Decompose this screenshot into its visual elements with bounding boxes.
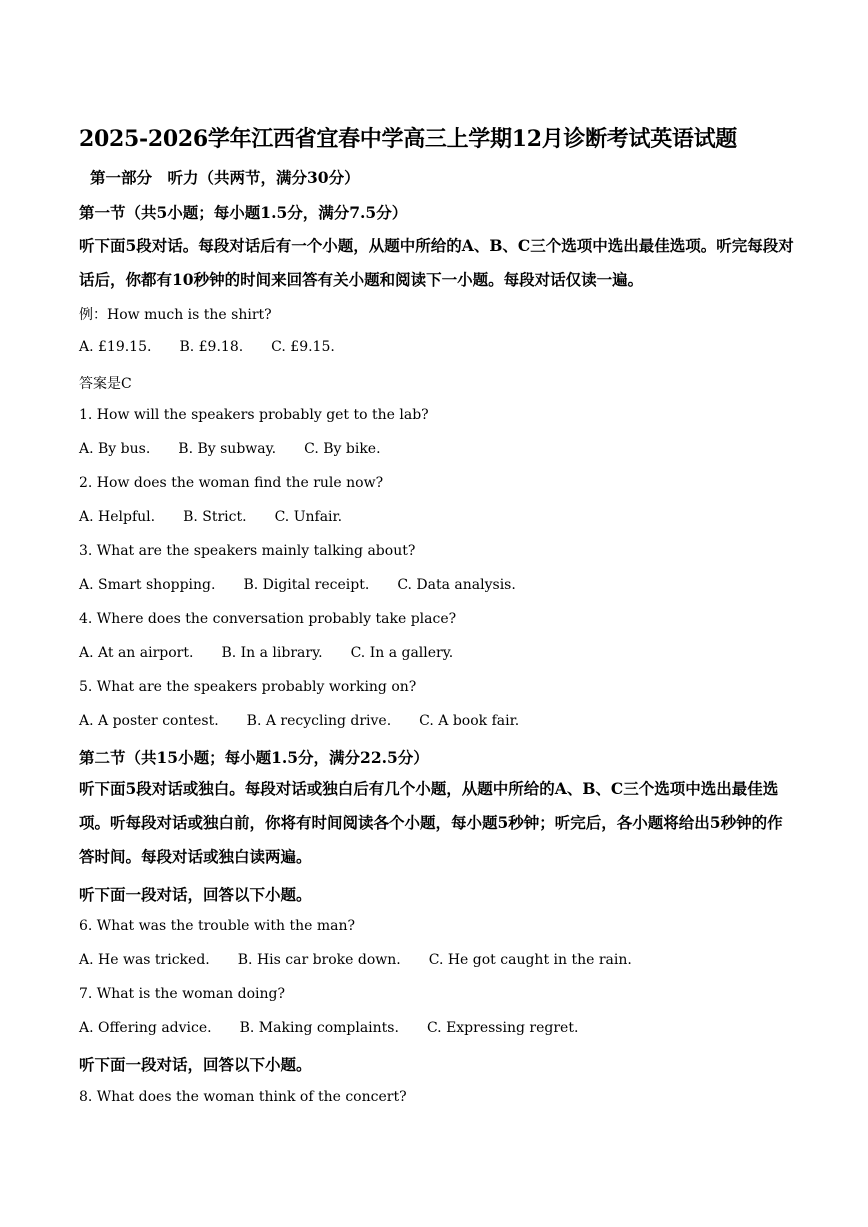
q6-option-a: A. He was tricked. — [79, 952, 210, 968]
question-7-options — [79, 1020, 578, 1036]
dialog-heading-1: 听下面一段对话，回答以下小题。 — [79, 885, 312, 904]
question-3-options — [79, 577, 516, 593]
q2-option-a: A. Helpful. — [79, 509, 156, 525]
example-options — [79, 339, 335, 355]
question-1: 1. How will the speakers probably get to the lab? — [79, 407, 429, 423]
question-6: 6. What was the trouble with the man? — [79, 918, 355, 934]
q6-option-c: C. He got caught in the rain. — [428, 952, 632, 968]
part1-heading: 第一部分 听力（共两节，满分30分） — [90, 168, 360, 187]
q5-option-a: A. A poster contest. — [79, 713, 219, 729]
example-option-a: A. £19.15. — [79, 339, 152, 355]
example-option-c: C. £9.15. — [271, 339, 335, 355]
q4-option-c: C. In a gallery. — [350, 645, 454, 661]
exam-title: 2025-2026学年江西省宜春中学高三上学期12月诊断考试英语试题 — [79, 126, 738, 152]
question-5-options — [79, 713, 519, 729]
example-answer: 答案是C — [79, 376, 132, 392]
q2-option-c: C. Unfair. — [274, 509, 343, 525]
q6-option-b: B. His car broke down. — [237, 952, 401, 968]
question-7: 7. What is the woman doing? — [79, 986, 285, 1002]
question-5: 5. What are the speakers probably working on? — [79, 679, 417, 695]
q3-option-a: A. Smart shopping. — [79, 577, 216, 593]
q3-option-b: B. Digital receipt. — [243, 577, 370, 593]
q5-option-b: B. A recycling drive. — [246, 713, 392, 729]
q3-option-c: C. Data analysis. — [397, 577, 516, 593]
q7-option-a: A. Offering advice. — [79, 1020, 212, 1036]
q2-option-b: B. Strict. — [183, 509, 247, 525]
question-2-options — [79, 509, 342, 525]
question-6-options — [79, 952, 632, 968]
q7-option-c: C. Expressing regret. — [426, 1020, 579, 1036]
q4-option-b: B. In a library. — [221, 645, 323, 661]
section2-heading: 第二节（共15小题；每小题1.5分，满分22.5分） — [79, 748, 429, 767]
question-2: 2. How does the woman find the rule now? — [79, 475, 384, 491]
question-8: 8. What does the woman think of the concert? — [79, 1089, 407, 1105]
q1-option-c: C. By bike. — [304, 441, 381, 457]
question-1-options — [79, 441, 381, 457]
question-4: 4. Where does the conversation probably take place? — [79, 611, 457, 627]
example-option-b: B. £9.18. — [179, 339, 244, 355]
example-question: 例：How much is the shirt? — [79, 307, 272, 323]
q5-option-c: C. A book fair. — [419, 713, 520, 729]
q1-option-b: B. By subway. — [178, 441, 277, 457]
q4-option-a: A. At an airport. — [79, 645, 194, 661]
question-4-options — [79, 645, 453, 661]
section2-instructions: 听下面5段对话或独白。每段对话或独白后有几个小题，从题中所给的A、B、C三个选项中选出最佳选项。听每段对话或独白前，你将有时间阅读各个小题，每小题5秒钟；听完后，各小题将给出5秒钟的作答时间。每段对话或独白读两遍。 — [79, 779, 783, 866]
q7-option-b: B. Making complaints. — [239, 1020, 399, 1036]
dialog-heading-2: 听下面一段对话，回答以下小题。 — [79, 1055, 312, 1074]
question-3: 3. What are the speakers mainly talking about? — [79, 543, 416, 559]
q1-option-a: A. By bus. — [79, 441, 151, 457]
section1-heading: 第一节（共5小题；每小题1.5分，满分7.5分） — [79, 203, 408, 222]
section1-instructions: 听下面5段对话。每段对话后有一个小题，从题中所给的A、B、C三个选项中选出最佳选项。听完每段对话后，你都有10秒钟的时间来回答有关小题和阅读下一小题。每段对话仅读一遍。 — [79, 236, 794, 289]
